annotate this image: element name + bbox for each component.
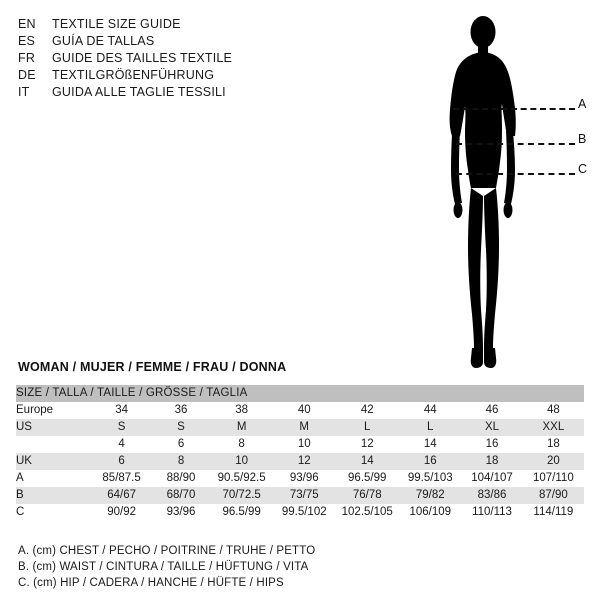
size-table <box>16 385 584 521</box>
language-text-de: TEXTILGRÖßENFÜHRUNG <box>52 68 215 82</box>
cell: L <box>335 419 399 436</box>
cell: 99.5/102 <box>273 504 335 521</box>
language-row-es <box>18 33 318 50</box>
cell: M <box>273 419 335 436</box>
cell: M <box>210 419 273 436</box>
language-row-fr <box>18 50 318 67</box>
table-header-row <box>16 385 584 402</box>
cell: 4 <box>91 436 152 453</box>
cell: 16 <box>461 436 522 453</box>
cell: 76/78 <box>335 487 399 504</box>
cell: 68/70 <box>152 487 210 504</box>
cell: 73/75 <box>273 487 335 504</box>
marker-line-a <box>453 103 575 115</box>
cell: 93/96 <box>273 470 335 487</box>
cell: 14 <box>335 453 399 470</box>
cell: 88/90 <box>152 470 210 487</box>
cell: 14 <box>399 436 461 453</box>
cell: 10 <box>273 436 335 453</box>
measurement-legend <box>18 543 578 591</box>
cell: 20 <box>523 453 584 470</box>
cell: 90.5/92.5 <box>210 470 273 487</box>
cell: 6 <box>91 453 152 470</box>
legend-row-a: A. (cm) CHEST / PECHO / POITRINE / TRUHE / PETTO <box>18 545 316 557</box>
cell: 114/119 <box>523 504 584 521</box>
cell: 102.5/105 <box>335 504 399 521</box>
cell: 38 <box>210 402 273 419</box>
cell: 107/110 <box>523 470 584 487</box>
language-header <box>18 16 318 101</box>
cell: 93/96 <box>152 504 210 521</box>
cell: 34 <box>91 402 152 419</box>
table-row <box>16 470 584 487</box>
language-code-de: DE <box>18 68 36 82</box>
language-code-en: EN <box>18 17 36 31</box>
cell: S <box>91 419 152 436</box>
table-row <box>16 402 584 419</box>
cell: 96.5/99 <box>210 504 273 521</box>
row-label: US <box>16 419 91 436</box>
cell: 18 <box>523 436 584 453</box>
cell: 99.5/103 <box>399 470 461 487</box>
cell: 46 <box>461 402 522 419</box>
table-row <box>16 436 584 453</box>
section-title-woman: WOMAN / MUJER / FEMME / FRAU / DONNA <box>18 360 287 374</box>
row-label: C <box>16 504 91 521</box>
dash-line-a <box>453 108 575 110</box>
language-row-it <box>18 84 318 101</box>
marker-label-a: A <box>578 97 587 111</box>
cell: S <box>152 419 210 436</box>
row-label: UK <box>16 453 91 470</box>
legend-row-c: C. (cm) HIP / CADERA / HANCHE / HÜFTE / HIPS <box>18 577 284 589</box>
cell: 48 <box>523 402 584 419</box>
cell: 87/90 <box>523 487 584 504</box>
language-text-fr: GUIDE DES TAILLES TEXTILE <box>52 51 233 65</box>
marker-label-c: C <box>578 162 588 176</box>
cell: 44 <box>399 402 461 419</box>
table-row <box>16 504 584 521</box>
dash-line-c <box>456 173 575 175</box>
cell: XL <box>461 419 522 436</box>
cell: 6 <box>152 436 210 453</box>
cell: 83/86 <box>461 487 522 504</box>
row-label: B <box>16 487 91 504</box>
silhouette-icon <box>410 10 595 380</box>
cell: L <box>399 419 461 436</box>
table-row <box>16 487 584 504</box>
language-row-en <box>18 16 318 33</box>
cell: 42 <box>335 402 399 419</box>
language-code-es: ES <box>18 34 36 48</box>
language-code-it: IT <box>18 85 30 99</box>
language-text-it: GUIDA ALLE TAGLIE TESSILI <box>52 85 226 99</box>
cell: 79/82 <box>399 487 461 504</box>
marker-label-b: B <box>578 132 587 146</box>
language-text-en: TEXTILE SIZE GUIDE <box>52 17 181 31</box>
cell: 8 <box>210 436 273 453</box>
cell: 85/87.5 <box>91 470 152 487</box>
cell: 12 <box>273 453 335 470</box>
marker-line-b <box>456 138 575 150</box>
cell: 110/113 <box>461 504 522 521</box>
cell: 10 <box>210 453 273 470</box>
female-silhouette-figure <box>410 10 595 380</box>
cell: 106/109 <box>399 504 461 521</box>
table-header-label: SIZE / TALLA / TAILLE / GRÖSSE / TAGLIA <box>16 385 584 402</box>
cell: 16 <box>399 453 461 470</box>
legend-row-b: B. (cm) WAIST / CINTURA / TAILLE / HÜFTUNG / VITA <box>18 561 309 573</box>
table-row <box>16 419 584 436</box>
cell: 64/67 <box>91 487 152 504</box>
language-text-es: GUÍA DE TALLAS <box>52 34 155 48</box>
cell: 96.5/99 <box>335 470 399 487</box>
table-row <box>16 453 584 470</box>
cell: 12 <box>335 436 399 453</box>
language-row-de <box>18 67 318 84</box>
cell: 8 <box>152 453 210 470</box>
cell: 90/92 <box>91 504 152 521</box>
dash-line-b <box>456 143 575 145</box>
row-label <box>16 436 91 453</box>
row-label: A <box>16 470 91 487</box>
cell: 104/107 <box>461 470 522 487</box>
cell: 70/72.5 <box>210 487 273 504</box>
marker-line-c <box>456 168 575 180</box>
cell: 40 <box>273 402 335 419</box>
cell: XXL <box>523 419 584 436</box>
row-label: Europe <box>16 402 91 419</box>
language-code-fr: FR <box>18 51 36 65</box>
cell: 18 <box>461 453 522 470</box>
cell: 36 <box>152 402 210 419</box>
